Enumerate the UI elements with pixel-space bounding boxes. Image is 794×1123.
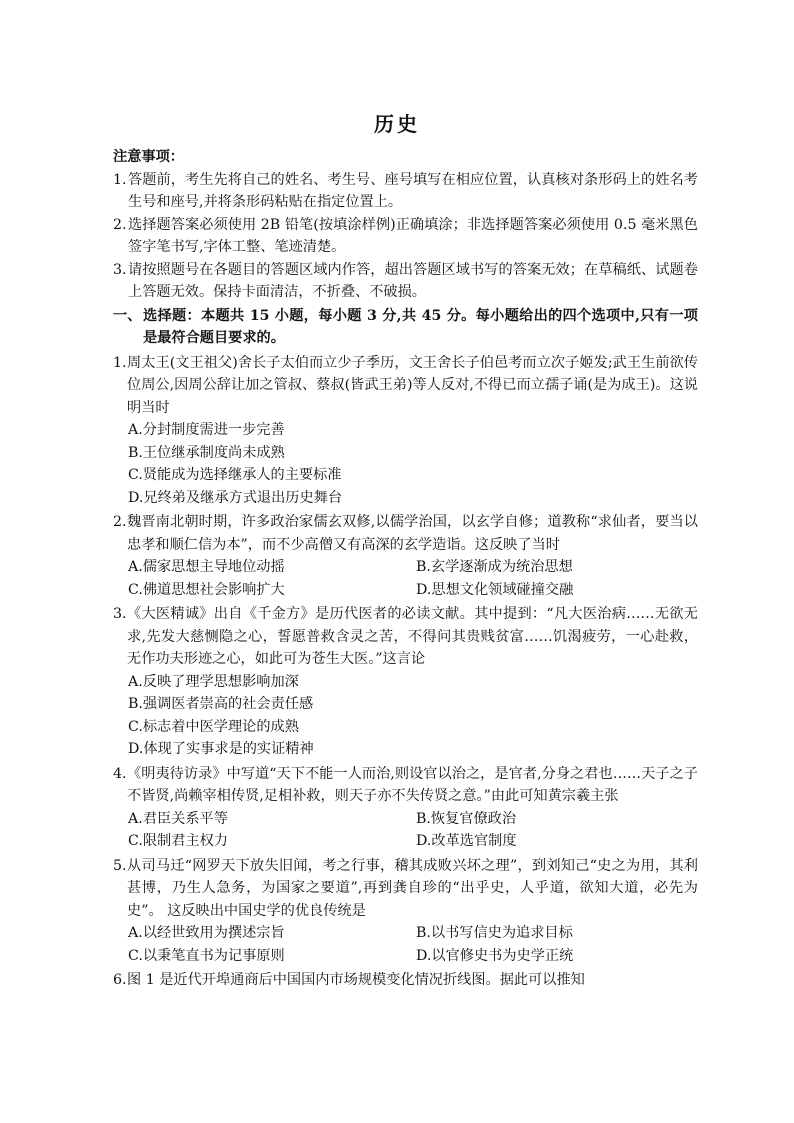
answer-option: B.王位继承制度尚未成熟 — [128, 444, 285, 461]
question-text: 《大医精诚》出自《千金方》是历代医者的必读文献。其中提到：“凡大医治病……无欲无求,先发大慈恻隐之心，誓愿普救含灵之苦，不得问其贵贱贫富……饥渴疲劳，一心赴救，无作功夫形迹之心，如此可为苍生大医。”这言论 — [127, 606, 698, 667]
notice-item-text: 选择题答案必须使用 2B 铅笔(按填涂样例)正确填涂；非选择题答案必须使用 0.5 毫米黑色签字笔书写,字体工整、笔迹清楚。 — [128, 216, 698, 255]
section-text: 选择题：本题共 15 小题，每小题 3 分,共 45 分。每小题给出的四个选项中,只有一项是最符合题目要求的。 — [143, 307, 698, 346]
notice-heading: 注意事项： — [113, 149, 184, 165]
question-5 — [113, 855, 698, 968]
question-stem — [113, 352, 698, 420]
question-text: 魏晋南北朝时期，许多政治家儒玄双修,以儒学治国，以玄学自修；道教称“求仙者，要当以忠孝和顺仁信为本”，而不少高僧又有高深的玄学造诣。这反映了当时 — [127, 514, 698, 553]
question-text: 周太王(文王祖父)舍长子太伯而立少子季历，文王舍长子伯邑考而立次子姬发;武王生前欲传位周公,因周公辞让加之管叔、蔡叔(皆武王弟)等人反对,不得已而立孺子诵(是为成王)。这说明当时 — [127, 354, 698, 416]
question-1 — [113, 352, 698, 510]
answer-option: A.反映了理学思想影响加深 — [128, 673, 299, 690]
answer-option: A.儒家思想主导地位动摇 — [128, 559, 285, 575]
question-number: 2. — [113, 514, 127, 530]
option-list — [128, 671, 698, 761]
notice-item-text: 答题前，考生先将自己的姓名、考生号、座号填写在相应位置，认真核对条形码上的姓名考生号和座号,并将条形码粘贴在指定位置上。 — [128, 171, 698, 210]
section-number: 一、 — [113, 307, 142, 324]
question-2 — [113, 511, 698, 601]
question-stem — [113, 855, 698, 923]
answer-option: D.兄终弟及继承方式退出历史舞台 — [128, 489, 343, 506]
answer-option: B.以书写信史为追求目标 — [416, 925, 573, 941]
answer-option: A.以经世致用为撰述宗旨 — [128, 925, 285, 941]
answer-option: D.思想文化领域碰撞交融 — [416, 581, 574, 598]
answer-option: B.强调医者崇高的社会责任感 — [128, 696, 314, 712]
answer-option: D.体现了实事求是的实证精神 — [128, 741, 314, 757]
answer-option: B.玄学逐渐成为统治思想 — [416, 559, 573, 575]
option-list — [128, 556, 698, 601]
notice-item — [113, 259, 698, 304]
question-number: 4. — [113, 765, 127, 782]
option-list — [128, 808, 698, 853]
notice-item — [113, 169, 698, 214]
question-4 — [113, 763, 698, 853]
question-number: 5. — [113, 857, 127, 874]
answer-option: C.限制君主权力 — [128, 833, 228, 849]
question-number: 1. — [113, 354, 127, 371]
answer-option: A.君臣关系平等 — [128, 810, 228, 827]
question-stem — [113, 969, 698, 992]
section-heading — [113, 305, 698, 350]
answer-option: D.以官修史书为史学正统 — [416, 947, 574, 964]
notice-item-number: 2. — [113, 216, 127, 233]
exam-content — [113, 146, 698, 992]
question-6 — [113, 969, 698, 992]
answer-option: A.分封制度需进一步完善 — [128, 422, 285, 438]
notice-item — [113, 214, 698, 259]
page-title: 历史 — [374, 112, 420, 136]
question-text: 图 1 是近代开埠通商后中国国内市场规模变化情况折线图。据此可以推知 — [127, 972, 585, 988]
question-stem — [113, 511, 698, 556]
question-text: 从司马迁“网罗天下放失旧闻，考之行事，稽其成败兴坏之理”，到刘知己“史之为用，其利甚博，乃生人急务，为国家之要道”,再到龚自珍的“出乎史，人乎道，欲知大道，必先为史”。 这反映出中国史学的优良传统是 — [127, 857, 698, 919]
answer-option: B.恢复官僚政治 — [416, 810, 517, 827]
answer-option: C.贤能成为选择继承人的主要标准 — [128, 467, 342, 483]
notice-item-text: 请按照题号在各题目的答题区域内作答，超出答题区域书写的答案无效；在草稿纸、试题卷上答题无效。保持卡面清洁，不折叠、不破损。 — [128, 261, 698, 300]
notice-item-number: 1. — [113, 171, 127, 188]
answer-option: C.标志着中医学理论的成熟 — [128, 718, 299, 735]
question-stem — [113, 603, 698, 671]
question-stem — [113, 763, 698, 808]
answer-option: C.佛道思想社会影响扩大 — [128, 581, 285, 598]
question-number: 6. — [113, 972, 127, 988]
notice-item-number: 3. — [113, 261, 127, 278]
notice-list — [113, 169, 698, 304]
answer-option: D.改革选官制度 — [416, 833, 517, 849]
question-text: 《明夷待访录》中写道“天下不能一人而治,则设官以治之，是官者,分身之君也……天子之子不皆贤,尚赖宰相传贤,足相补救，则天子亦不失传贤之意。”由此可知黄宗羲主张 — [127, 765, 698, 804]
option-list — [128, 922, 698, 967]
question-3 — [113, 603, 698, 761]
option-list — [128, 419, 698, 509]
question-list — [113, 352, 698, 992]
answer-option: C.以秉笔直书为记事原则 — [128, 947, 285, 964]
question-number: 3. — [113, 606, 127, 622]
